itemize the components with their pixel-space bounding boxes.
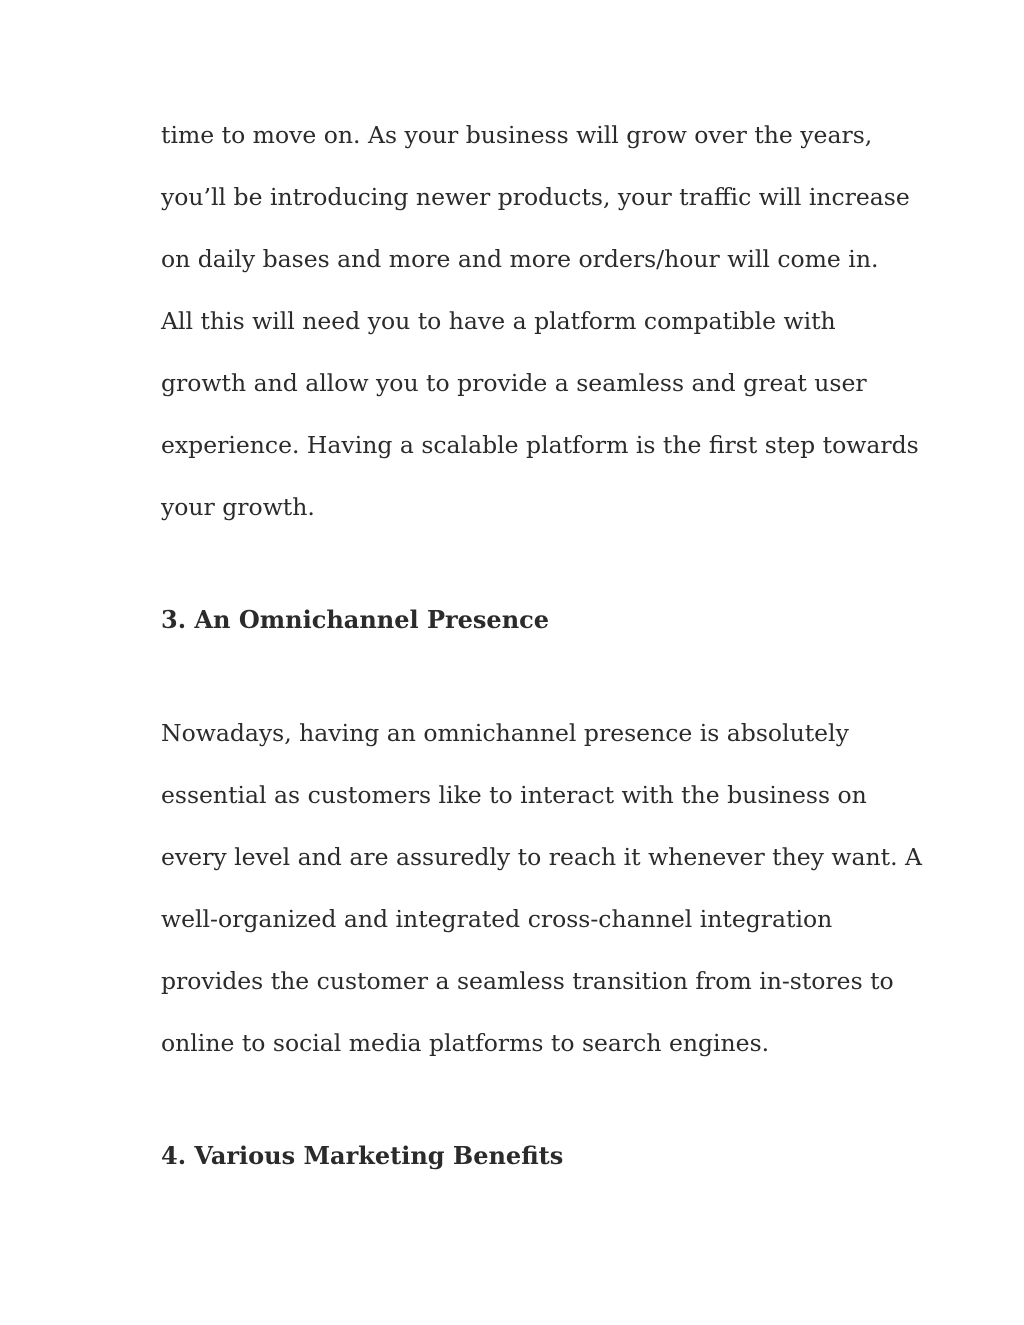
- paragraph-line: Nowadays, having an omnichannel presence is absolutely: [161, 719, 849, 747]
- paragraph-line: you’ll be introducing newer products, your traffic will increase: [161, 183, 910, 211]
- paragraph-line: on daily bases and more and more orders/hour will come in.: [161, 245, 879, 273]
- paragraph-line: online to social media platforms to search engines.: [161, 1029, 770, 1057]
- paragraph-line: your growth.: [161, 493, 315, 521]
- paragraph-line: well-organized and integrated cross-channel integration: [161, 905, 833, 933]
- paragraph-line: experience. Having a scalable platform is the first step towards: [161, 431, 919, 459]
- section-heading-omnichannel: 3. An Omnichannel Presence: [161, 605, 550, 634]
- paragraph-line: time to move on. As your business will grow over the years,: [161, 121, 873, 149]
- section-heading-marketing-benefits: 4. Various Marketing Benefits: [161, 1141, 564, 1170]
- paragraph-line: growth and allow you to provide a seamless and great user: [161, 369, 867, 397]
- paragraph-line: provides the customer a seamless transition from in-stores to: [161, 967, 894, 995]
- paragraph-line: every level and are assuredly to reach it whenever they want. A: [161, 843, 922, 871]
- paragraph-line: essential as customers like to interact with the business on: [161, 781, 867, 809]
- paragraph-line: All this will need you to have a platform compatible with: [161, 307, 836, 335]
